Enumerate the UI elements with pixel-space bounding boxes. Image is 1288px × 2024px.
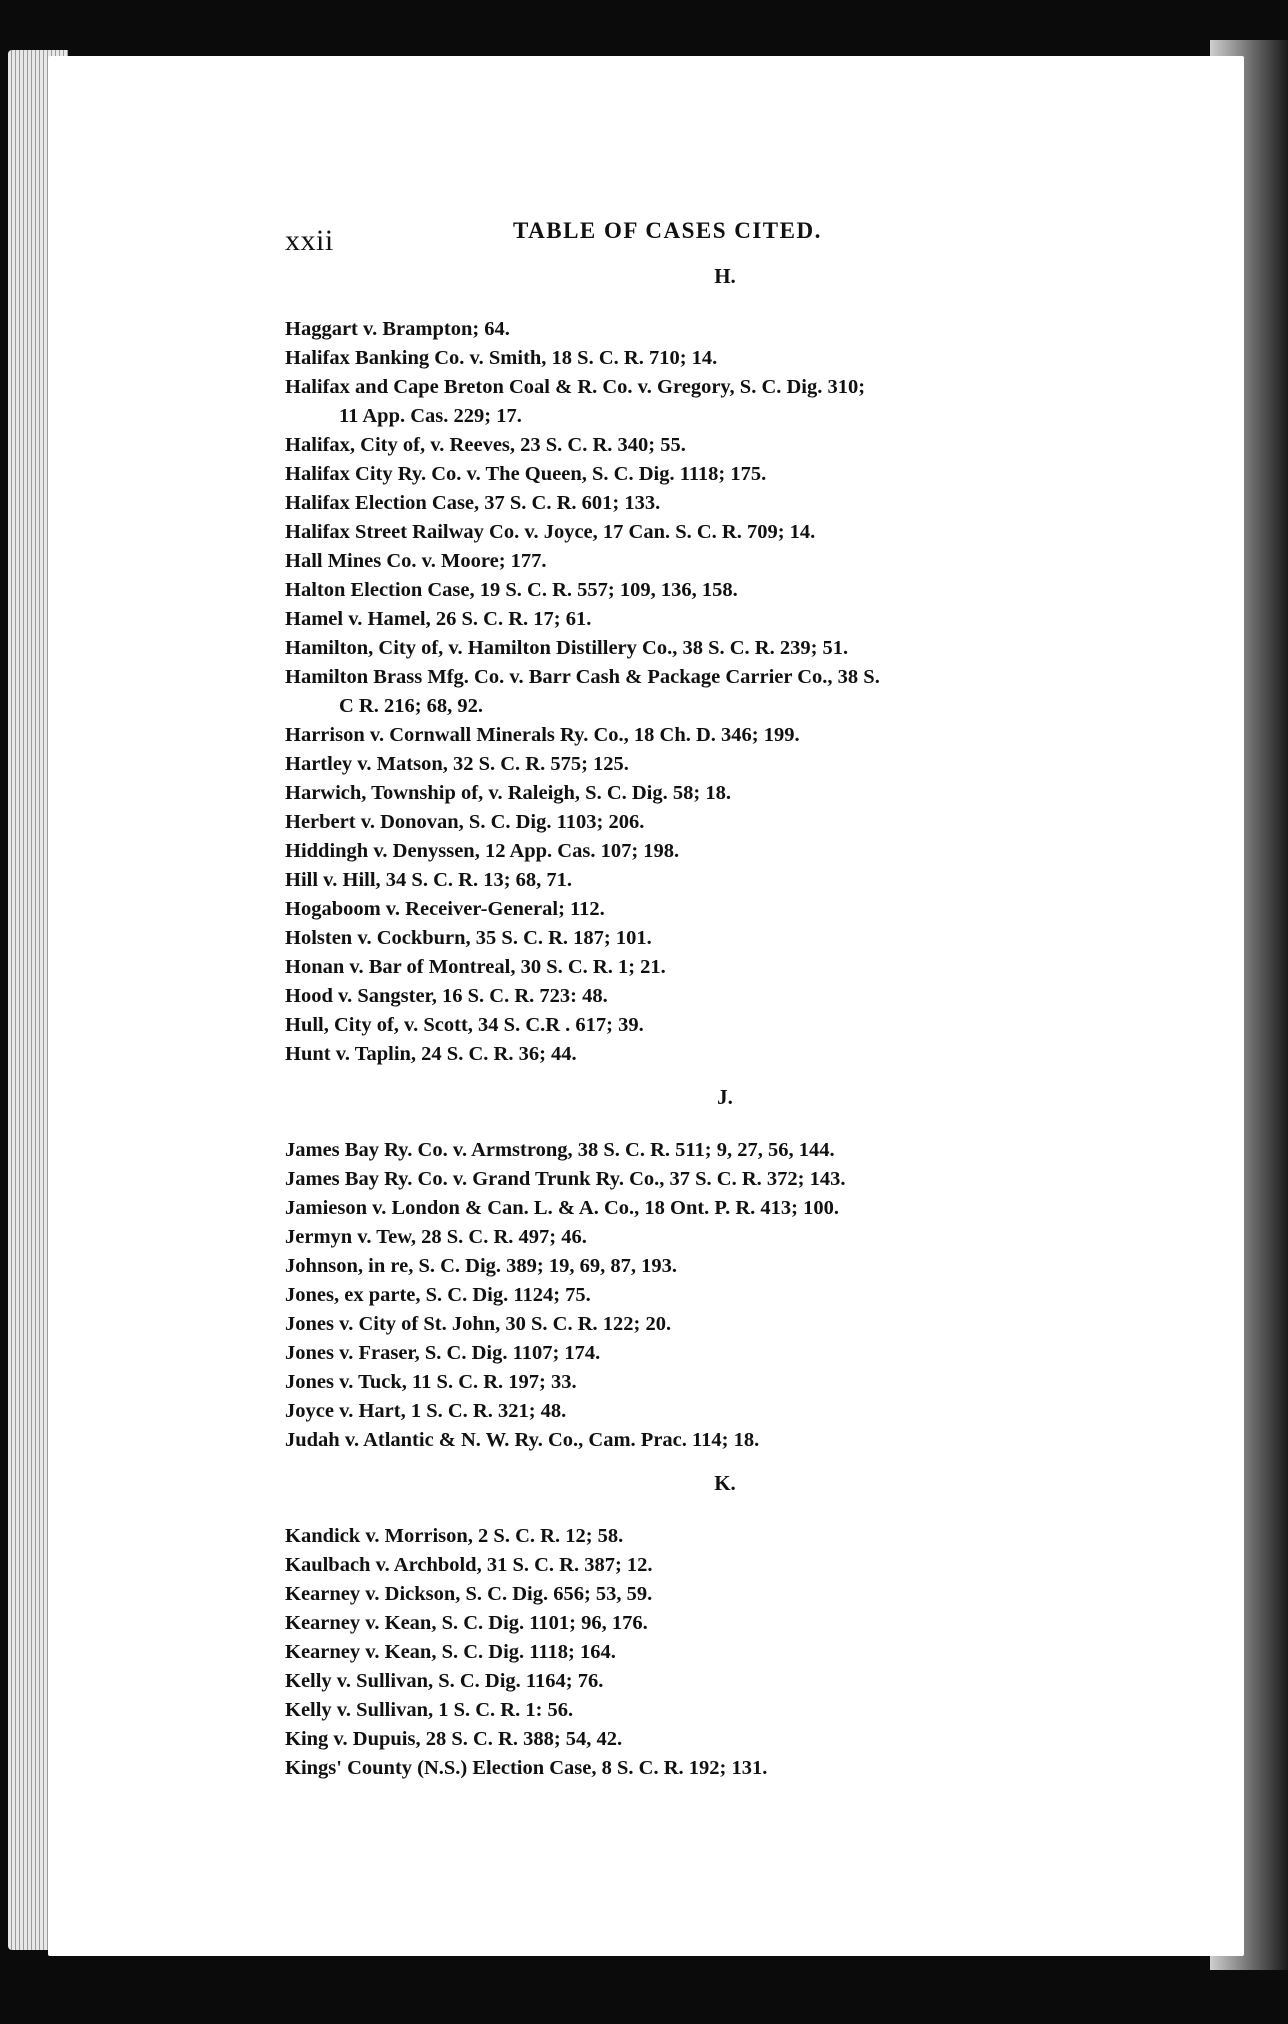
case-entry xyxy=(285,1310,1145,1339)
case-entry xyxy=(285,1368,1145,1397)
case-entry xyxy=(285,1609,1145,1638)
case-entry xyxy=(285,1522,1145,1551)
case-entry xyxy=(285,1339,1145,1368)
case-citation: James Bay Ry. Co. v. Armstrong, 38 S. C. R. 511; 9, 27, 56, 144. xyxy=(285,1139,835,1161)
case-entry xyxy=(285,924,1145,953)
case-entry xyxy=(285,982,1145,1011)
case-entry xyxy=(285,576,1145,605)
case-citation-continuation: C R. 216; 68, 92. xyxy=(339,695,484,717)
section-spacer xyxy=(285,1455,1145,1465)
case-citation-continuation: 11 App. Cas. 229; 17. xyxy=(339,405,522,427)
case-citation: Jones, ex parte, S. C. Dig. 1124; 75. xyxy=(285,1284,591,1306)
case-entry xyxy=(285,344,1145,373)
case-citation: Herbert v. Donovan, S. C. Dig. 1103; 206. xyxy=(285,811,645,833)
case-citation: Kelly v. Sullivan, 1 S. C. R. 1: 56. xyxy=(285,1699,574,1721)
case-citation: Halton Election Case, 19 S. C. R. 557; 109, 136, 158. xyxy=(285,579,738,601)
case-citation: Hunt v. Taplin, 24 S. C. R. 36; 44. xyxy=(285,1043,577,1065)
case-citation: Halifax Street Railway Co. v. Joyce, 17 Can. S. C. R. 709; 14. xyxy=(285,521,816,543)
case-citation: Kaulbach v. Archbold, 31 S. C. R. 387; 12. xyxy=(285,1554,653,1576)
case-entry xyxy=(285,1667,1145,1696)
case-entry xyxy=(285,489,1145,518)
case-citation: Hamilton Brass Mfg. Co. v. Barr Cash & Package Carrier Co., 38 S. xyxy=(285,666,880,688)
case-citation: Halifax Banking Co. v. Smith, 18 S. C. R. 710; 14. xyxy=(285,347,718,369)
case-citation: Hill v. Hill, 34 S. C. R. 13; 68, 71. xyxy=(285,869,573,891)
case-list xyxy=(285,1136,1145,1455)
case-entry xyxy=(285,750,1145,779)
case-citation: James Bay Ry. Co. v. Grand Trunk Ry. Co., 37 S. C. R. 372; 143. xyxy=(285,1168,846,1190)
case-citation: Honan v. Bar of Montreal, 30 S. C. R. 1; 21. xyxy=(285,956,666,978)
case-entry xyxy=(285,1725,1145,1754)
case-citation: Halifax and Cape Breton Coal & R. Co. v. Gregory, S. C. Dig. 310; xyxy=(285,376,866,398)
case-citation: Jones v. Fraser, S. C. Dig. 1107; 174. xyxy=(285,1342,601,1364)
case-entry xyxy=(285,837,1145,866)
case-entry xyxy=(285,1397,1145,1426)
case-citation: Jones v. City of St. John, 30 S. C. R. 122; 20. xyxy=(285,1313,672,1335)
case-citation: Hood v. Sangster, 16 S. C. R. 723: 48. xyxy=(285,985,608,1007)
case-citation: Kearney v. Kean, S. C. Dig. 1101; 96, 176. xyxy=(285,1612,648,1634)
case-citation: Hartley v. Matson, 32 S. C. R. 575; 125. xyxy=(285,753,629,775)
case-entry xyxy=(285,1696,1145,1725)
case-citation: Kandick v. Morrison, 2 S. C. R. 12; 58. xyxy=(285,1525,624,1547)
case-entry xyxy=(285,518,1145,547)
case-citation: Hogaboom v. Receiver-General; 112. xyxy=(285,898,605,920)
running-head xyxy=(285,218,1145,258)
case-entry xyxy=(285,1136,1145,1165)
case-entry xyxy=(285,460,1145,489)
case-entry xyxy=(285,808,1145,837)
case-citation: Haggart v. Brampton; 64. xyxy=(285,318,510,340)
case-citation: Kings' County (N.S.) Election Case, 8 S. C. R. 192; 131. xyxy=(285,1757,768,1779)
case-citation: Jermyn v. Tew, 28 S. C. R. 497; 46. xyxy=(285,1226,587,1248)
case-entry xyxy=(285,895,1145,924)
case-citation: Halifax Election Case, 37 S. C. R. 601; 133. xyxy=(285,492,661,514)
case-list xyxy=(285,315,1145,1069)
case-entry xyxy=(285,663,1145,721)
case-entry xyxy=(285,1426,1145,1455)
case-entry xyxy=(285,1551,1145,1580)
case-citation: Hamel v. Hamel, 26 S. C. R. 17; 61. xyxy=(285,608,592,630)
case-entry xyxy=(285,953,1145,982)
case-entry xyxy=(285,547,1145,576)
case-entry xyxy=(285,1281,1145,1310)
case-entry xyxy=(285,779,1145,808)
case-entry xyxy=(285,1252,1145,1281)
case-citation: Harrison v. Cornwall Minerals Ry. Co., 18 Ch. D. 346; 199. xyxy=(285,724,800,746)
case-citation: Hull, City of, v. Scott, 34 S. C.R . 617; 39. xyxy=(285,1014,644,1036)
case-entry xyxy=(285,315,1145,344)
section-heading: J. xyxy=(717,1085,733,1109)
case-entry xyxy=(285,605,1145,634)
case-citation: Halifax, City of, v. Reeves, 23 S. C. R. 340; 55. xyxy=(285,434,686,456)
case-entry xyxy=(285,1638,1145,1667)
case-entry xyxy=(285,431,1145,460)
case-citation: King v. Dupuis, 28 S. C. R. 388; 54, 42. xyxy=(285,1728,623,1750)
case-index xyxy=(285,264,1145,1783)
case-citation: Harwich, Township of, v. Raleigh, S. C. Dig. 58; 18. xyxy=(285,782,731,804)
case-citation: Hall Mines Co. v. Moore; 177. xyxy=(285,550,547,572)
page-number: xxii xyxy=(285,224,334,257)
case-citation: Jamieson v. London & Can. L. & A. Co., 18 Ont. P. R. 413; 100. xyxy=(285,1197,839,1219)
case-citation: Holsten v. Cockburn, 35 S. C. R. 187; 101. xyxy=(285,927,652,949)
case-citation: Judah v. Atlantic & N. W. Ry. Co., Cam. Prac. 114; 18. xyxy=(285,1429,760,1451)
case-entry xyxy=(285,1194,1145,1223)
case-entry xyxy=(285,1165,1145,1194)
case-citation: Hamilton, City of, v. Hamilton Distillery Co., 38 S. C. R. 239; 51. xyxy=(285,637,849,659)
case-citation: Kelly v. Sullivan, S. C. Dig. 1164; 76. xyxy=(285,1670,604,1692)
case-entry xyxy=(285,634,1145,663)
case-entry xyxy=(285,1040,1145,1069)
case-entry xyxy=(285,721,1145,750)
case-citation: Johnson, in re, S. C. Dig. 389; 19, 69, 87, 193. xyxy=(285,1255,678,1277)
case-entry xyxy=(285,1223,1145,1252)
page-content xyxy=(285,218,1145,1783)
case-entry xyxy=(285,1011,1145,1040)
section-heading: K. xyxy=(714,1471,736,1495)
case-citation: Hiddingh v. Denyssen, 12 App. Cas. 107; 198. xyxy=(285,840,680,862)
case-entry xyxy=(285,373,1145,431)
case-citation: Jones v. Tuck, 11 S. C. R. 197; 33. xyxy=(285,1371,577,1393)
case-citation: Kearney v. Kean, S. C. Dig. 1118; 164. xyxy=(285,1641,616,1663)
case-citation: Kearney v. Dickson, S. C. Dig. 656; 53, 59. xyxy=(285,1583,653,1605)
case-entry xyxy=(285,866,1145,895)
case-list xyxy=(285,1522,1145,1783)
case-citation: Halifax City Ry. Co. v. The Queen, S. C. Dig. 1118; 175. xyxy=(285,463,767,485)
case-entry xyxy=(285,1754,1145,1783)
case-citation: Joyce v. Hart, 1 S. C. R. 321; 48. xyxy=(285,1400,567,1422)
case-entry xyxy=(285,1580,1145,1609)
section-heading: H. xyxy=(714,264,736,288)
section-spacer xyxy=(285,1069,1145,1079)
page-title: TABLE OF CASES CITED. xyxy=(513,218,822,243)
